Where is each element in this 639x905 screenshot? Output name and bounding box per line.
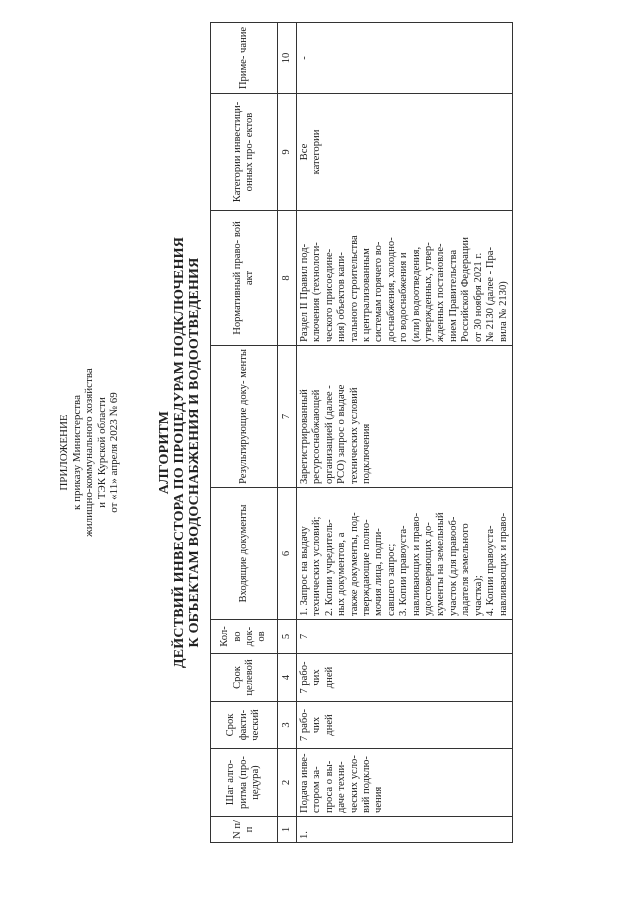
- header-cell: Шаг алго- ритма (про- цедура): [211, 749, 278, 817]
- text-line: кументы на земельный: [435, 512, 447, 616]
- header-row: [211, 23, 278, 843]
- text-line: 2. Копии учредитель-: [323, 519, 335, 616]
- text-line: дней: [323, 666, 335, 689]
- appendix-line: и ТЭК Курской области: [95, 397, 108, 508]
- appendix-block: [58, 0, 121, 905]
- text-line: даче техни-: [336, 761, 348, 813]
- column-number: 3: [278, 702, 297, 749]
- text-line: № 2130 (далее - Пра-: [485, 247, 497, 342]
- text-line: 7 рабо-: [299, 661, 310, 694]
- text-line: категории: [311, 129, 323, 175]
- table-row: [297, 23, 513, 843]
- appendix-line: ПРИЛОЖЕНИЕ: [58, 414, 70, 491]
- category-text: [299, 97, 324, 207]
- doc-count-cell: 7: [297, 620, 513, 654]
- text-line: 7 рабо-: [299, 708, 310, 742]
- column-number: 1: [278, 817, 297, 843]
- legal-act-text: [299, 214, 510, 342]
- appendix-line: жилищно-коммунального хозяйства: [83, 368, 95, 537]
- text-line: Российской Федерации: [460, 237, 472, 342]
- text-line: технических условий: [348, 387, 360, 484]
- row-number: 1.: [297, 817, 513, 843]
- step-text: [299, 752, 386, 813]
- text-line: также документы, под-: [348, 512, 360, 616]
- column-number-row: [278, 23, 297, 843]
- text-line: подключения: [361, 423, 373, 484]
- text-line: ресурсоснабжающей: [311, 389, 323, 484]
- header-cell: Входящие документы: [211, 488, 278, 620]
- text-line: РСО) запрос о выдаче: [336, 384, 348, 484]
- column-number: 2: [278, 749, 297, 817]
- column-number: 5: [278, 620, 297, 654]
- text-line: удостоверяющих до-: [423, 522, 435, 616]
- text-line: навливающих и право-: [497, 512, 509, 616]
- column-number: 4: [278, 654, 297, 702]
- text-line: Все: [299, 143, 310, 161]
- title-line: ДЕЙСТВИЙ ИНВЕСТОРА ПО ПРОЦЕДУРАМ ПОДКЛЮЧЕНИЯ: [172, 236, 187, 669]
- appendix-line: от «11» апреля 2023 № 69: [108, 392, 120, 513]
- text-line: 3. Копии правоуста-: [398, 525, 410, 616]
- text-line: от 30 ноября 2021 г.: [472, 252, 484, 342]
- note-cell: -: [297, 23, 513, 94]
- text-line: 4. Копии правоуста-: [485, 525, 497, 616]
- text-line: чих: [311, 716, 323, 734]
- appendix-line: к приказу Министерства: [70, 395, 83, 510]
- header-cell: Результирующие доку- менты: [211, 346, 278, 488]
- text-line: дней: [323, 714, 335, 736]
- text-line: (или) водоотведения,: [410, 246, 422, 342]
- text-line: вила № 2130): [497, 281, 509, 342]
- text-line: Зарегистрированный: [299, 389, 310, 484]
- header-cell: Нормативный право- вой акт: [211, 211, 278, 346]
- header-cell: Категории инвестици- онных про- ектов: [211, 94, 278, 211]
- text-line: ния) объектов капи-: [336, 252, 348, 342]
- category-cell: [297, 94, 513, 211]
- text-line: технических условий;: [311, 516, 323, 616]
- input-documents-cell: [297, 488, 513, 620]
- step-cell: [297, 749, 513, 817]
- target-term-cell: [297, 654, 513, 702]
- actual-term-cell: [297, 702, 513, 749]
- target-term-text: [299, 657, 336, 698]
- text-line: мочия лица, подпи-: [373, 528, 385, 616]
- legal-act-cell: [297, 211, 513, 346]
- result-documents-cell: [297, 346, 513, 488]
- text-line: ключения (технологи-: [311, 242, 323, 342]
- text-line: участка);: [472, 575, 484, 616]
- text-line: вий подклю-: [361, 756, 373, 813]
- title-line: К ОБЪЕКТАМ ВОДОСНАБЖЕНИЯ И ВОДООТВЕДЕНИЯ: [187, 257, 202, 648]
- column-number: 7: [278, 346, 297, 488]
- text-line: участок (для правооб-: [447, 516, 459, 616]
- actual-term-text: [299, 705, 336, 745]
- text-line: савшего запрос;: [385, 543, 397, 616]
- column-number: 8: [278, 211, 297, 346]
- header-cell: N п/п: [211, 817, 278, 843]
- text-line: чих: [311, 669, 323, 686]
- document-title: [157, 0, 202, 905]
- title-line: АЛГОРИТМ: [157, 410, 172, 495]
- text-line: стором за-: [311, 766, 323, 813]
- text-line: Подача инве-: [299, 753, 310, 813]
- algorithm-table: [210, 22, 513, 843]
- text-line: ладателя земельного: [460, 523, 472, 616]
- text-line: доснабжения, холодно-: [385, 237, 397, 342]
- result-documents-text: [299, 349, 373, 484]
- text-line: ческих усло-: [348, 755, 360, 813]
- text-line: тверждающие полно-: [361, 519, 373, 616]
- header-cell: Срок факти- ческий: [211, 702, 278, 749]
- text-line: к централизованным: [361, 248, 373, 342]
- text-line: ных документов, а: [336, 532, 348, 616]
- text-line: утвержденных, утвер-: [423, 242, 435, 342]
- text-line: системам горячего во-: [373, 241, 385, 342]
- header-cell: Кол- во док- ов: [211, 620, 278, 654]
- text-line: проса о вы-: [323, 760, 335, 813]
- header-cell: Приме- чание: [211, 23, 278, 94]
- text-line: навливающих и право-: [410, 512, 422, 616]
- header-cell: Срок целевой: [211, 654, 278, 702]
- text-line: организацией (далее -: [323, 385, 335, 484]
- text-line: чения: [373, 786, 385, 813]
- text-line: ческого присоедине-: [323, 248, 335, 342]
- text-line: 1. Запрос на выдачу: [299, 526, 310, 616]
- text-line: нием Правительства: [447, 249, 459, 342]
- column-number: 6: [278, 488, 297, 620]
- input-documents-text: [299, 491, 510, 616]
- column-number: 10: [278, 23, 297, 94]
- text-line: Раздел II Правил под-: [299, 243, 310, 342]
- text-line: тального строительства: [348, 235, 360, 342]
- text-line: жденных постановле-: [435, 243, 447, 342]
- text-line: го водоснабжения и: [398, 252, 410, 342]
- column-number: 9: [278, 94, 297, 211]
